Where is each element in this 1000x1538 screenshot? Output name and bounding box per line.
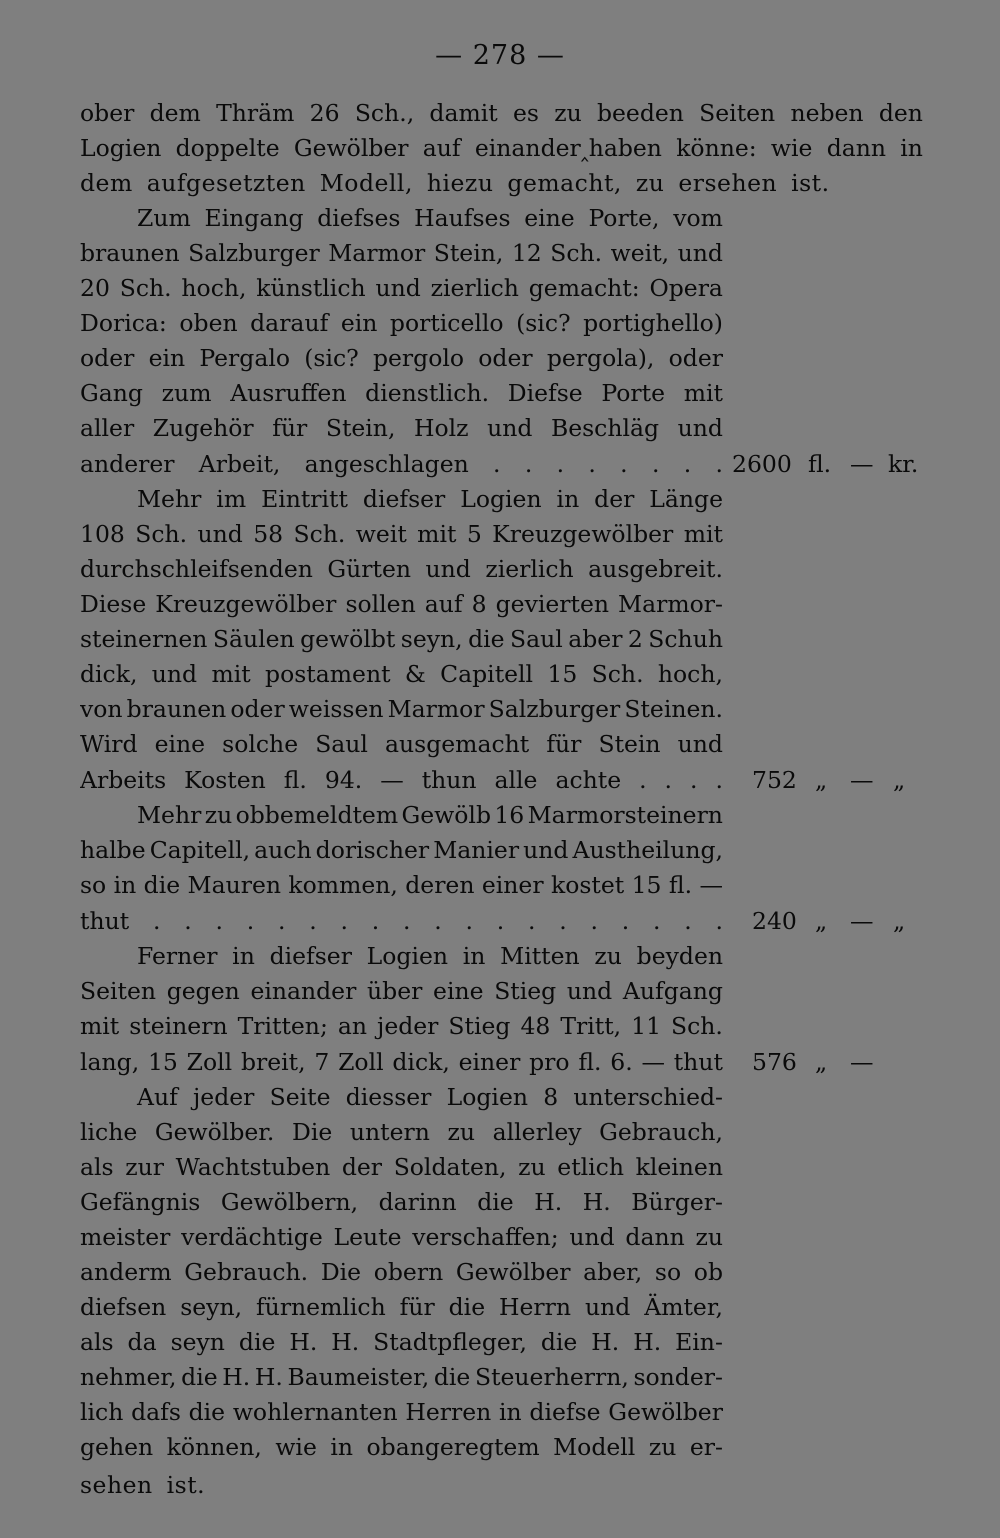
text-line: liche Gewölber. Die untern zu allerley Gebrauch, [80,1118,723,1146]
text-line: dick, und mit postament & Capitell 15 Sch. hoch, [80,660,723,688]
amount-entry [0,447,1000,481]
text-line: Mehr zu obbemeldtem Gewölb 16 Marmorsteinern [137,801,723,829]
text-line: Mehr im Eintritt diefser Logien in der Länge [137,485,723,513]
text-line: gehen können, wie in obangeregtem Modell zu er- [80,1433,723,1461]
text-line: als da seyn die H. H. Stadtpfleger, die H. H. Ein- [80,1328,723,1356]
page-number: — 278 — [435,40,565,71]
amount-currency: „ [893,907,906,935]
text-line: als zur Wachtstuben der Soldaten, zu etlich kleinen [80,1153,723,1181]
amount-dash: — [850,450,874,478]
text-line: 20 Sch. hoch, künstlich und zierlich gemacht: Opera [80,274,723,302]
text-line: meister verdächtige Leute verschaffen; und dann zu [80,1223,723,1251]
text-line: Gefängnis Gewölbern, darinn die H. H. Bürger- [80,1188,723,1216]
text-line: Logien doppelte Gewölber auf einander‸haben könne: wie dann in [80,134,923,162]
text-line: nehmer, die H. H. Baumeister, die Steuerherrn, sonder- [80,1363,723,1391]
text-line: Auf jeder Seite diesser Logien 8 unterschied- [137,1083,723,1111]
text-line: aller Zugehör für Stein, Holz und Beschläg und [80,414,723,442]
amount-currency: „ [893,766,906,794]
text-line: anderer Arbeit, angeschlagen . . . . . . . . [80,450,723,478]
amount-unit: „ [815,1048,828,1076]
text-line: Wird eine solche Saul ausgemacht für Stein und [80,730,723,758]
amount-unit: fl. [808,450,832,478]
amount-entry [0,904,1000,938]
text-line: Ferner in diefser Logien in Mitten zu beyden [137,942,723,970]
text-line: Zum Eingang diefses Haufses eine Porte, vom [137,204,723,232]
text-line: anderm Gebrauch. Die obern Gewölber aber, so ob [80,1258,723,1286]
amount-dash: — [850,1048,874,1076]
amount-value: 240 [752,907,797,935]
amount-dash: — [850,907,874,935]
amount-value: 752 [752,766,797,794]
text-line: halbe Capitell, auch dorischer Manier und Austheilung, [80,836,723,864]
text-line: thut . . . . . . . . . . . . . . . . . . . [80,907,723,935]
text-line: durchschleifsenden Gürten und zierlich ausgebreit. [80,555,723,583]
amount-value: 2600 [732,450,792,478]
text-line: 108 Sch. und 58 Sch. weit mit 5 Kreuzgewölber mit [80,520,723,548]
text-line: mit steinern Tritten; an jeder Stieg 48 Tritt, 11 Sch. [80,1012,723,1040]
text-line: Dorica: oben darauf ein porticello (sic? portighello) [80,309,723,337]
amount-value: 576 [752,1048,797,1076]
text-line: lich dafs die wohlernanten Herren in diefse Gewölber [80,1398,723,1426]
text-line: so in die Mauren kommen, deren einer kostet 15 fl. — [80,871,723,899]
amount-entry [0,763,1000,797]
text-line: steinernen Säulen gewölbt seyn, die Saul aber 2 Schuh [80,625,723,653]
text-line: ober dem Thräm 26 Sch., damit es zu beeden Seiten neben den [80,99,923,127]
amount-entry [0,1045,1000,1079]
amount-dash: — [850,766,874,794]
text-line: braunen Salzburger Marmor Stein, 12 Sch. weit, und [80,239,723,267]
text-line: Arbeits Kosten fl. 94. — thun alle achte . . . . [80,766,723,794]
text-line: Gang zum Ausruffen dienstlich. Diefse Porte mit [80,379,723,407]
text-line: lang, 15 Zoll breit, 7 Zoll dick, einer pro fl. 6. — thut [80,1048,723,1076]
text-line: diefsen seyn, fürnemlich für die Herrn und Ämter, [80,1293,723,1321]
text-line: oder ein Pergalo (sic? pergolo oder pergola), oder [80,344,723,372]
text-line: Seiten gegen einander über eine Stieg und Aufgang [80,977,723,1005]
text-line: dem aufgesetzten Modell, hiezu gemacht, zu ersehen ist. [80,169,830,197]
amount-unit: „ [815,766,828,794]
text-line: sehen ist. [80,1471,206,1499]
amount-unit: „ [815,907,828,935]
text-line: von braunen oder weissen Marmor Salzburger Steinen. [80,695,723,723]
amount-currency: kr. [888,450,919,478]
text-line: Diese Kreuzgewölber sollen auf 8 gevierten Marmor- [80,590,723,618]
